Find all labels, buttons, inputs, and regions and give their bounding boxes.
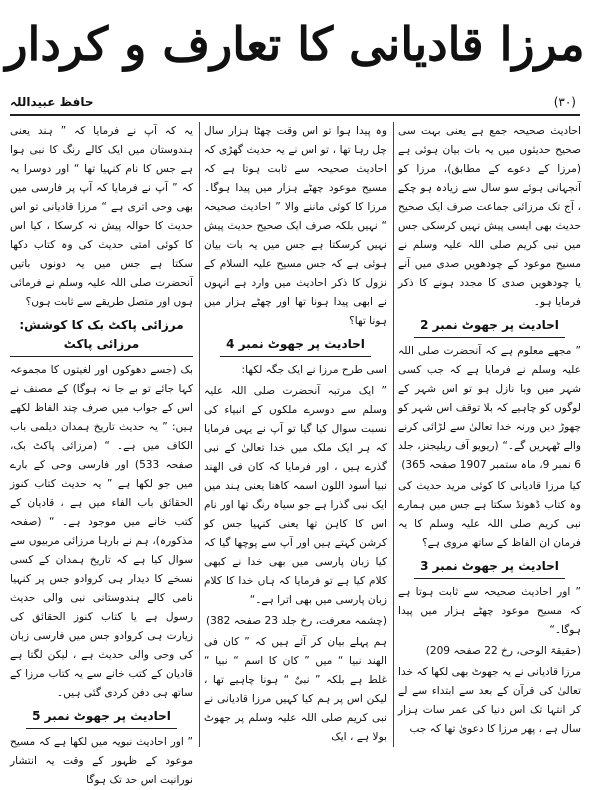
column-divider	[393, 122, 394, 747]
paragraph: اسی طرح مرزا نے ایک جگہ لکھا:	[241, 364, 387, 376]
paragraph: (حقیقۃ الوحی، رخ 22 صفحہ 209)	[425, 645, 581, 657]
paragraph: کیا مرزا قادیانی کا کوئی مرید حدیث کی وہ کتاب ڈھونڈ سکتا ہے جس میں ہمارے نبی کریم صلی اللہ علیہ وسلم کا یہ فرمان ان الفاظ کے ساتھ مروی ہے؟	[398, 480, 581, 549]
page-title: مرزا قادیانی کا تعارف و کردار	[5, 17, 585, 71]
section-heading-text: احادیث پر جھوٹ نمبر 4	[220, 335, 371, 357]
author-name: حافظ عبیداللہ	[10, 95, 94, 109]
page-number: (۳۰)	[553, 95, 576, 109]
paragraph: ” ایک مرتبہ آنحضرت صلی اللہ علیہ وسلم سے دوسرے ملکوں کے انبیاء کی نسبت سوال کیا گیا تو آپ نے یہی فرمایا کہ ہر ایک ملک میں خدا تعالیٰ کے نبی گذرے ہیں ، اور فرمایا کہ کان فی الھند نبیا أسود اللون اسمہ کاھنا یعنی ہند میں ایک نبی گذرا ہے جو سیاہ رنگ تھا اور نام اس کا کاہن تھا یعنی کنہیا جس کو کرشن کہتے ہیں اور آپ سے پوچھا گیا کہ کیا زبان پارسی میں بھی خدا نے کبھی کلام کیا ہے تو فرمایا کہ ہاں خدا کا کلام زبان پارسی میں بھی اترا ہے۔“	[204, 385, 387, 606]
section-heading-text: احادیث پر جھوٹ نمبر 2	[414, 316, 565, 338]
section-heading-text: احادیث پر جھوٹ نمبر 5	[26, 707, 177, 729]
section-heading	[10, 316, 193, 357]
section-heading	[398, 316, 581, 338]
paragraph: ” مجھے معلوم ہے کہ آنحضرت صلی اللہ علیہ وسلم نے فرمایا ہے کہ جب کسی شہر میں وبا نازل ہو تو اس شہر کے لوگوں کو چاہیے کہ بلا توقف اس شہر کو چھوڑ دیں ورنہ خدا تعالیٰ سے لڑائی کرنے والے ٹھہریں گے۔“ (ریویو آف ریلیجنز، جلد 6 نمبر 9، ماہ ستمبر 1907 صفحہ 365)	[398, 345, 581, 471]
paragraph: ” اور احادیث نبویہ میں لکھا ہے کہ مسیح موعود کے ظہور کے وقت یہ انتشار نورانیت اس حد تک ہوگا	[10, 736, 193, 786]
column-right	[398, 122, 581, 747]
column-divider	[199, 122, 200, 747]
paragraph: احادیث صحیحہ جمع ہے یعنی بہت سی صحیح حدیثوں میں یہ بات بیان ہوئی ہے (مرزا کے دعوے کے مطابق)، مرزا کو آنجہانی ہوئے سو سال سے زیادہ ہو چکے ، آج تک مرزائی جماعت صرف ایک صحیح حدیث بھی ایسی پیش نہیں کرسکی جس میں نبی کریم صلی اللہ علیہ وسلم نے مسیح موعود کے چودھویں صدی میں آنے یا چودھویں صدی کا مجدد ہونے کا ذکر فرمایا ہو۔	[398, 125, 581, 308]
paragraph: (چشمہ معرفت، رخ جلد 23 صفحہ 382)	[205, 615, 387, 627]
column-left	[10, 122, 193, 786]
page-header	[10, 95, 580, 115]
paragraph: ” اور احادیث صحیحہ سے ثابت ہوتا ہے کہ مسیح موعود چھٹے ہزار میں پیدا ہوگا۔“	[398, 586, 581, 636]
paragraph: یہ کہ آپ نے فرمایا کہ ” ہند یعنی ہندوستان میں ایک کالے رنگ کا نبی ہوا ہے جس کا نام کنہیا تھا “ اور دوسرا یہ کہ ” آپ نے فرمایا کہ آپ پر فارسی میں بھی وحی اتری ہے “ مرزا قادیانی تو اس حدیث کا حوالہ پیش نہ کرسکا ، کیا اس کا کوئی امتی حدیث کی وہ کتاب دکھا سکتا ہے جس میں یہ دونوں باتیں آنحضرت صلی اللہ علیہ وسلم نے فرمائی ہوں اور متصل طریقے سے ثابت ہوں؟	[10, 125, 193, 308]
paragraph: بک (جسے دھوکوں اور لغیتوں کا مجموعہ کہا جائے تو بے جا نہ ہوگا) کے مصنف نے اس کے جواب میں صرف چند الفاظ لکھے ہیں: ” یہ حدیث تاریخ ہمدان دیلمی باب الکاف میں ہے۔ “ (مرزائی پاکٹ بک، صفحہ 533) اور فارسی وحی کے بارے میں جو لکھا ہے ” یہ حدیث کتاب کنوز الحقائق باب الفاء میں ہے ، قادیان کے کتب خانے میں موجود ہے۔ “ (صفحہ مذکورہ)، ہم نے بارہا مرزائی مربیوں سے سوال کیا ہے کہ تاریخ ہمدان کے کسی نسخے کا دیدار ہی کروادو جس پر کنہیا نامی کالے ہندوستانی نبی والی حدیث رسول ہے یا کتاب کنوز الحقائق کی زیارت ہی کروادو جس میں فارسی زبان کی وحی والی حدیث ہے ، لیکن لگتا ہے قادیان کے کتب خانے سے یہ کتاب مرزا کے ساتھ ہی دفن کردی گئی ہیں۔	[10, 364, 193, 699]
paragraph: مرزا قادیانی نے یہ جھوٹ بھی لکھا کہ خدا تعالیٰ کی قرآن کے بعد سے ابتداء سے لے کر انتہا تک اس دنیا کی عمر سات ہزار سال ہے ، پھر مرزا کا دعویٰ تھا کہ جب	[398, 666, 581, 735]
section-heading	[398, 557, 581, 579]
section-heading-text: مرزائی پاکٹ بک کا کوشش: مرزائی پاکٹ	[10, 316, 193, 357]
section-heading-text: احادیث پر جھوٹ نمبر 3	[414, 557, 565, 579]
column-middle	[204, 122, 387, 747]
paragraph: ہم پہلے بیان کر آئے ہیں کہ ” کان فی الھند نبیا “ میں ” کان کا اسم “ نبیا “ غلط ہے بلکہ ” نبیٌ “ ہونا چاہیے تھا ، لیکن اس پر ہم کیا کہیں مرزا قادیانی نے نبی کریم صلی اللہ علیہ وسلم پر جھوٹ بولا ہے ، ایک	[204, 636, 387, 743]
paragraph: وہ پیدا ہوا تو اس وقت چھٹا ہزار سال چل رہا تھا ، تو اس نے یہ حدیث گھڑی کہ احادیث صحیحہ سے ثابت ہوتا ہے کہ مسیح موعود چھٹے ہزار میں پیدا ہوگا۔ مرزا کا کوئی ماننے والا ” احادیث صحیحہ “ نہیں بلکہ صرف ایک صحیح حدیث پیش نہیں کرسکتا ہے جس میں یہ بات بیان ہوئی ہے کہ جس مسیح علیہ السلام کے نزول کا ذکر احادیث میں وارد ہے انہوں نے ابھی پیدا ہونا تھا اور چھٹے ہزار میں ہونا تھا؟	[204, 125, 387, 327]
section-heading	[204, 335, 387, 357]
section-heading	[10, 707, 193, 729]
header-divider	[10, 114, 580, 116]
